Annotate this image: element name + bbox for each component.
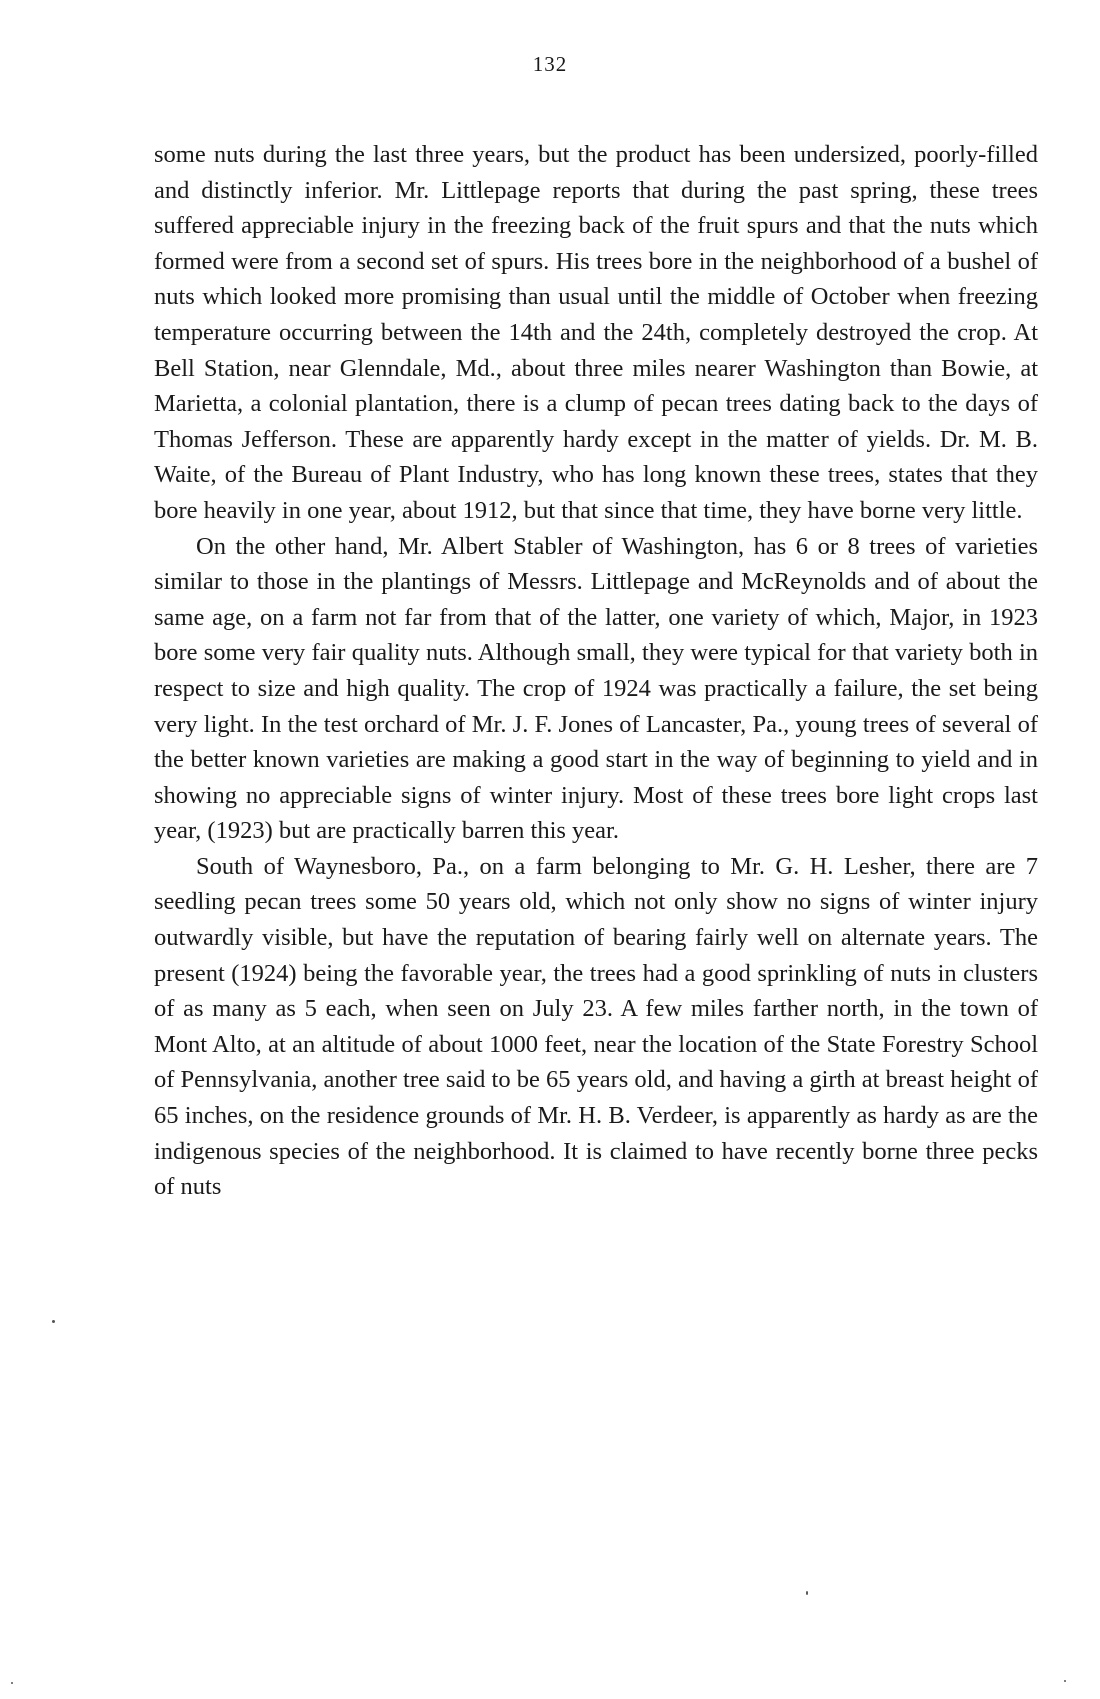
- scan-speck: [52, 1320, 55, 1323]
- scan-speck: [806, 1591, 808, 1595]
- scan-speck: [1064, 1680, 1066, 1682]
- page-number: 132: [532, 52, 568, 76]
- paragraph-continued: some nuts during the last three years, but the product has been undersized, poorly-filled and distinctly inferior. Mr. Littlepage reports that during the past spring, these trees suffered appreciable injury in the freezing back of the fruit spurs and that the nuts which formed were from a second set of spurs. His trees bore in the neighborhood of a bushel of nuts which looked more promising than usual until the middle of October when freezing temperature occurring between the 14th and the 24th, completely destroyed the crop. At Bell Station, near Glenndale, Md., about three miles nearer Washington than Bowie, at Marietta, a colonial plantation, there is a clump of pecan trees dating back to the days of Thomas Jefferson. These are apparently hardy except in the matter of yields. Dr. M. B. Waite, of the Bureau of Plant Industry, who has long known these trees, states that they bore heavily in one year, about 1912, but that since that time, they have borne very little.: [154, 141, 1038, 524]
- body-text: [154, 137, 1038, 1205]
- paragraph: On the other hand, Mr. Albert Stabler of Washington, has 6 or 8 trees of varieties similar to those in the plantings of Messrs. Littlepage and McReynolds and of about the same age, on a farm not far from that of the latter, one variety of which, Major, in 1923 bore some very fair quality nuts. Although small, they were typical for that variety both in respect to size and high quality. The crop of 1924 was practically a failure, the set being very light. In the test orchard of Mr. J. F. Jones of Lancaster, Pa., young trees of several of the better known varieties are making a good start in the way of beginning to yield and in showing no appreciable signs of winter injury. Most of these trees bore light crops last year, (1923) but are practically barren this year.: [154, 532, 1038, 845]
- scan-speck: [11, 1682, 13, 1684]
- paragraph: South of Waynesboro, Pa., on a farm belonging to Mr. G. H. Lesher, there are 7 seedling pecan trees some 50 years old, which not only show no signs of winter injury outwardly visible, but have the reputation of bearing fairly well on alternate years. The present (1924) being the favorable year, the trees had a good sprinkling of nuts in clusters of as many as 5 each, when seen on July 23. A few miles farther north, in the town of Mont Alto, at an altitude of about 1000 feet, near the location of the State Forestry School of Pennsylvania, another tree said to be 65 years old, and having a girth at breast height of 65 inches, on the residence grounds of Mr. H. B. Verdeer, is apparently as hardy as are the indigenous species of the neighborhood. It is claimed to have recently borne three pecks of nuts: [154, 852, 1038, 1201]
